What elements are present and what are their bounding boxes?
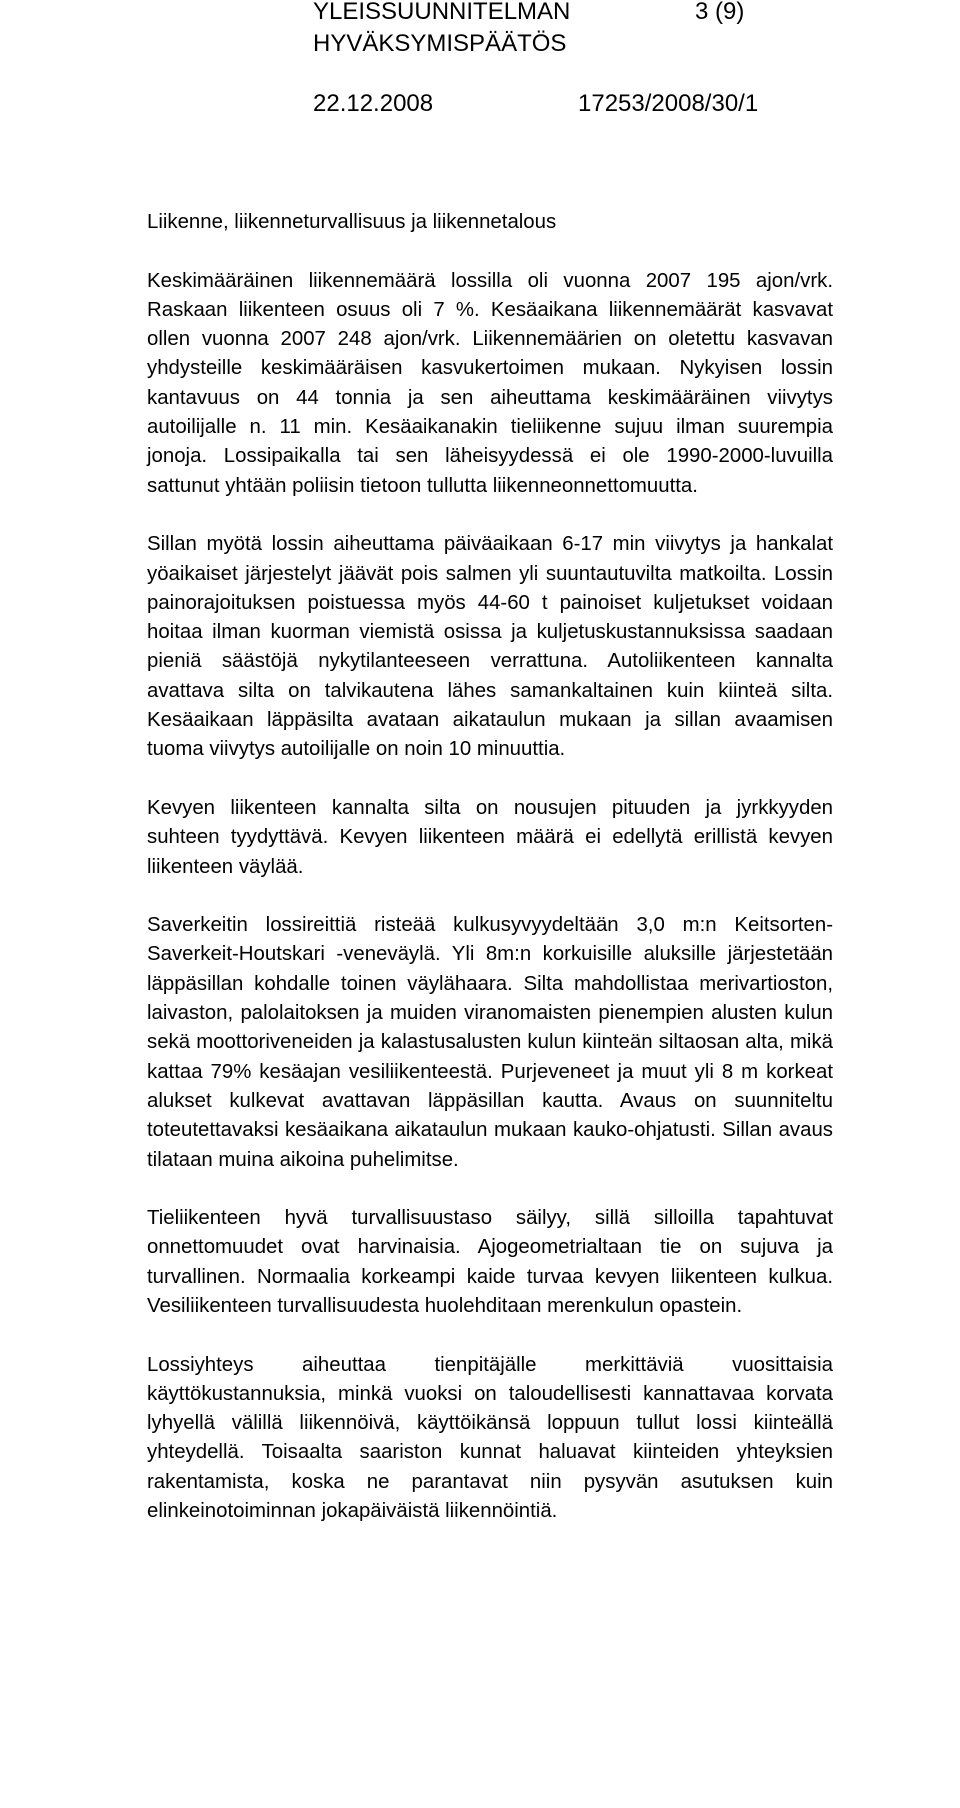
- document-body: [147, 208, 833, 1556]
- document-date: 22.12.2008: [313, 90, 434, 117]
- section-heading: Liikenne, liikenneturvallisuus ja liikennetalous: [147, 211, 557, 233]
- document-reference: 17253/2008/30/1: [578, 90, 759, 117]
- paragraph-bridge-delay: Sillan myötä lossin aiheuttama päiväaikaan 6-17 min viivytys ja hankalat yöaikaiset järjestelyt jäävät pois salmen yli suuntautuvilta matkoilta. Lossin painorajoituksen poistuessa myös 44-60 t painoiset kuljetukset voidaan hoitaa ilman kuorman viemistä osissa ja kuljetuskustannuksissa saadaan pieniä säästöjä nykytilanteeseen verrattuna. Autoliikenteen kannalta avattava silta on talvikautena lähes samankaltainen kuin kiinteä silta. Kesäaikaan läppäsilta avataan aikataulun mukaan ja sillan avaamisen tuoma viivytys autoilijalle on noin 10 minuuttia.: [147, 533, 833, 761]
- document-type: YLEISSUUNNITELMAN: [313, 0, 571, 25]
- page-number: 3 (9): [695, 0, 745, 25]
- paragraph-economy: Lossiyhteys aiheuttaa tienpitäjälle merkittäviä vuosittaisia käyttökustannuksia, minkä vuoksi on taloudellisesti kannattavaa korvata lyhyellä välillä liikennöivä, käyttöikänsä loppuun tullut lossi kiinteällä yhteydellä. Toisaalta saariston kunnat haluavat kiinteiden yhteyksien rakentamista, koska ne parantavat niin pysyvän asutuksen kuin elinkeinotoiminnan jokapäiväistä liikennöintiä.: [147, 1353, 833, 1523]
- paragraph-light-traffic: Kevyen liikenteen kannalta silta on nousujen pituuden ja jyrkkyyden suhteen tyydyttävä. Kevyen liikenteen määrä ei edellytä erillistä kevyen liikenteen väylää.: [147, 796, 833, 878]
- paragraph-safety: Tieliikenteen hyvä turvallisuustaso säilyy, sillä silloilla tapahtuvat onnettomuudet ovat harvinaisia. Ajogeometrialtaan tie on sujuva ja turvallinen. Normaalia korkeampi kaide turvaa kevyen liikenteen kulkua. Vesiliikenteen turvallisuudesta huolehditaan merenkulun opastein.: [147, 1207, 833, 1317]
- decision-title: HYVÄKSYMISPÄÄTÖS: [313, 30, 567, 57]
- paragraph-traffic-volume: Keskimääräinen liikennemäärä lossilla oli vuonna 2007 195 ajon/vrk. Raskaan liikenteen osuus oli 7 %. Kesäaikana liikennemäärät kasvavat ollen vuonna 2007 248 ajon/vrk. Liikennemäärien on oletettu kasvavan yhdysteille keskimääräisen kasvukertoimen mukaan. Nykyisen lossin kantavuus on 44 tonnia ja sen aiheuttama keskimääräinen viivytys autoilijalle n. 11 min. Kesäaikanakin tieliikenne sujuu ilman suurempia jonoja. Lossipaikalla tai sen läheisyydessä ei ole 1990-2000-luvuilla sattunut yhtään poliisin tietoon tullutta liikenneonnettomuutta.: [147, 269, 833, 497]
- paragraph-waterway: Saverkeitin lossireittiä risteää kulkusyvyydeltään 3,0 m:n Keitsorten-Saverkeit-Houtskari -veneväylä. Yli 8m:n korkuisille aluksille järjestetään läppäsillan kohdalle toinen väylähaara. Silta mahdollistaa merivartioston, laivaston, palolaitoksen ja muiden viranomaisten pienempien alusten kulun sekä moottoriveneiden ja kalastusalusten kulun kiinteän siltaosan alta, mikä kattaa 79% kesäajan vesiliikenteestä. Purjeveneet ja muut yli 8 m korkeat alukset kulkevat avattavan läppäsillan kautta. Avaus on suunniteltu toteutettavaksi kesäaikana aikataulun mukaan kauko-ohjatusti. Sillan avaus tilataan muina aikoina puhelimitse.: [147, 914, 833, 1171]
